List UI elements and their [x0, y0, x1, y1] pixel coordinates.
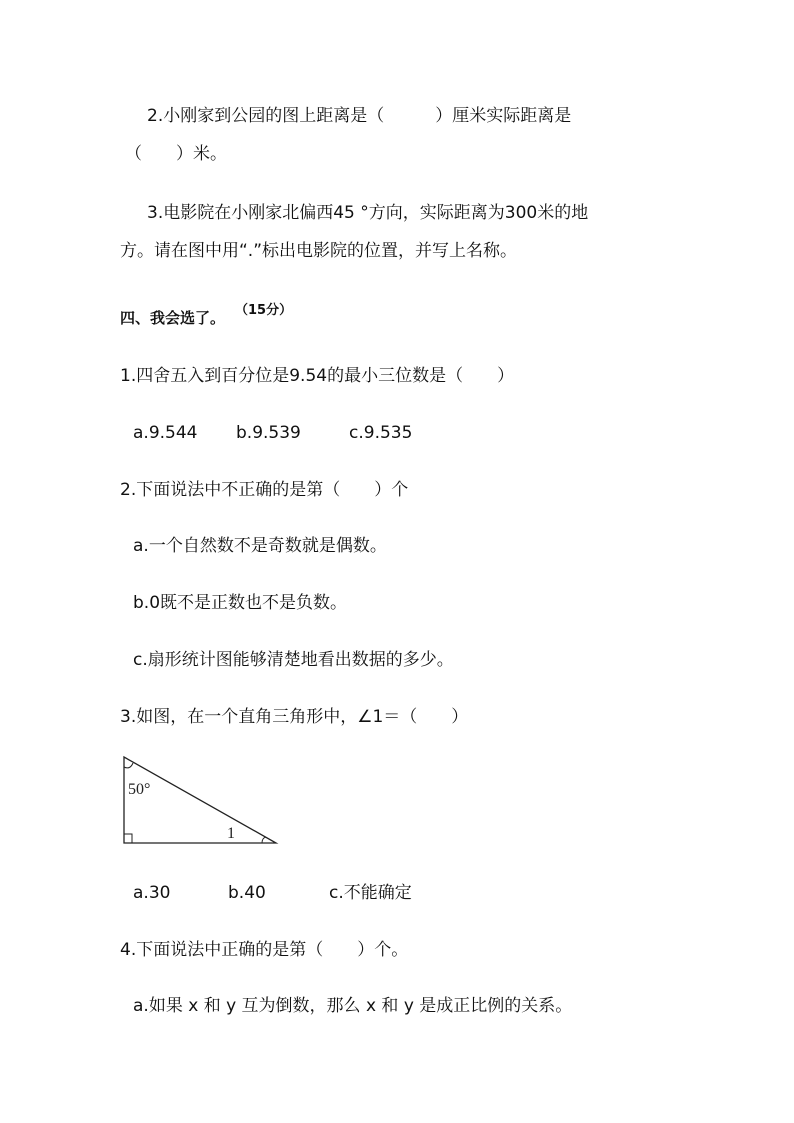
triangle-outline: [124, 757, 276, 843]
question-4-option-a: a.如果 x 和 y 互为倒数，那么 x 和 y 是成正比例的关系。: [133, 996, 573, 1016]
angle-1-label: 1: [227, 825, 235, 842]
question-3-option-b: b.40: [228, 883, 266, 903]
question-1-option-b: b.9.539: [236, 423, 301, 443]
question-2-option-a: a.一个自然数不是奇数就是偶数。: [133, 536, 387, 556]
top-angle-arc: [124, 763, 133, 768]
right-angle-mark: [124, 834, 132, 843]
question-2-option-b: b.0既不是正数也不是负数。: [133, 593, 348, 613]
question-3-stem: 3.如图，在一个直角三角形中，∠1＝（ ）: [120, 707, 469, 727]
q3-line-1: 3.电影院在小刚家北偏西45 °方向，实际距离为300米的地: [147, 203, 589, 223]
question-2-option-c: c.扇形统计图能够清楚地看出数据的多少。: [133, 650, 454, 670]
question-1-option-a: a.9.544: [133, 423, 198, 443]
question-3-option-c: c.不能确定: [329, 883, 412, 903]
question-1-stem: 1.四舍五入到百分位是9.54的最小三位数是（ ）: [120, 366, 515, 386]
angle-1-arc: [262, 837, 266, 843]
right-triangle-figure: [116, 750, 286, 850]
question-1-option-c: c.9.535: [349, 423, 413, 443]
q2-line-2: （ ）米。: [125, 144, 227, 164]
question-2-stem: 2.下面说法中不正确的是第（ ）个: [120, 480, 409, 500]
angle-50-label: 50°: [128, 781, 151, 798]
question-4-stem: 4.下面说法中正确的是第（ ）个。: [120, 940, 409, 960]
q3-line-2: 方。请在图中用“.”标出电影院的位置，并写上名称。: [120, 241, 518, 261]
section-title: 四、我会选了。: [120, 309, 226, 327]
section-points: （15分）: [235, 303, 293, 318]
q2-line-1: 2.小刚家到公园的图上距离是（ ）厘米实际距离是: [147, 106, 572, 126]
question-3-option-a: a.30: [133, 883, 171, 903]
